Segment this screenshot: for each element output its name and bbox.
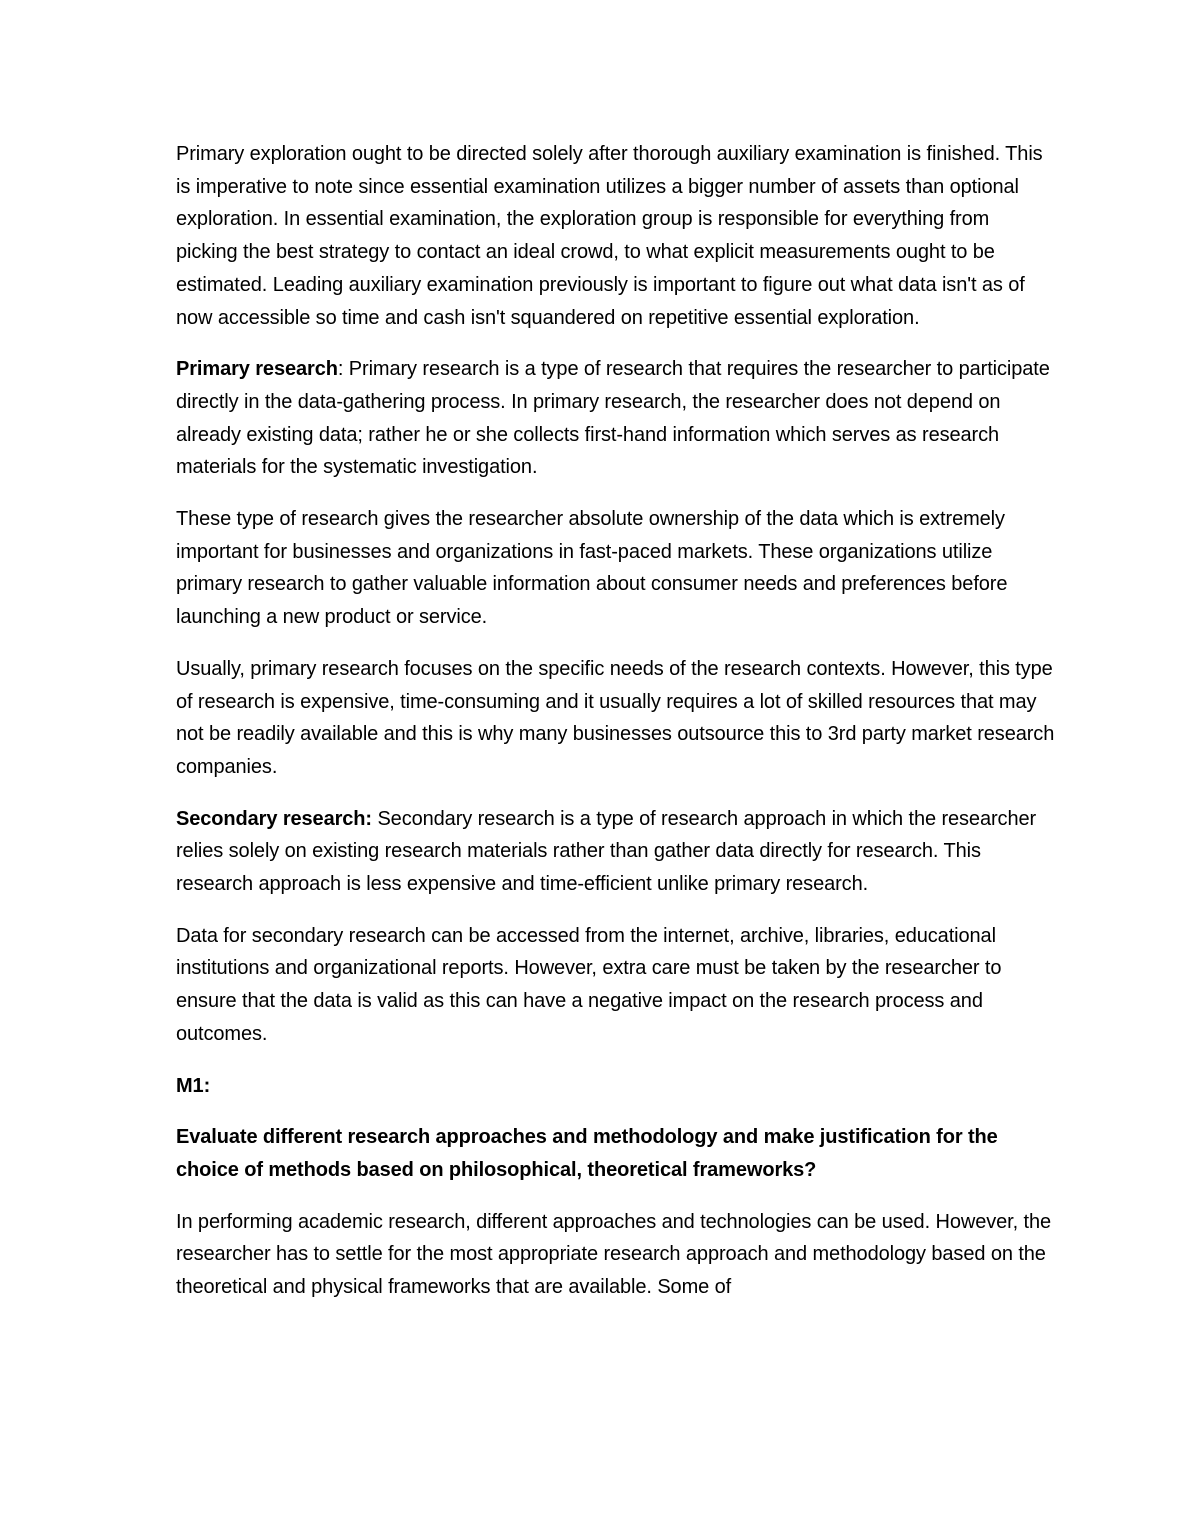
paragraph-text: : Primary research is a type of research that requires the researcher to participate directly in the data-gathering process. In primary research, the researcher does not depend on already existing data; rather he or she collects first-hand information which serves as research materials for the systematic investigation.: [176, 358, 1050, 479]
paragraph-primary-exploration: [176, 138, 1056, 334]
paragraph-academic-research: [176, 1206, 1056, 1304]
m1-question: Evaluate different research approaches and methodology and make justification for the choice of methods based on philosophical, theoretical frameworks?: [176, 1126, 998, 1181]
paragraph-text: Primary exploration ought to be directed solely after thorough auxiliary examination is finished. This is imperative to note since essential examination utilizes a bigger number of assets than optional exploration. In essential examination, the exploration group is responsible for everything from picking the best strategy to contact an ideal crowd, to what explicit measurements ought to be estimated. Leading auxiliary examination previously is important to figure out what data isn't as of now accessible so time and cash isn't squandered on repetitive essential exploration.: [176, 143, 1043, 329]
paragraph-secondary-research: [176, 803, 1056, 901]
m1-label: M1:: [176, 1074, 211, 1097]
paragraph-text: In performing academic research, different approaches and technologies can be used. However, the researcher has to settle for the most appropriate research approach and methodology based on the theoretical and physical frameworks that are available. Some of: [176, 1210, 1052, 1299]
paragraph-text: Data for secondary research can be accessed from the internet, archive, libraries, educational institutions and organizational reports. However, extra care must be taken by the researcher to ensure that the data is valid as this can have a negative impact on the research process and outcomes.: [176, 924, 1002, 1045]
paragraph-text: Usually, primary research focuses on the specific needs of the research contexts. However, this type of research is expensive, time-consuming and it usually requires a lot of skilled resources that may not be readily available and this is why many businesses outsource this to 3rd party market research companies.: [176, 657, 1055, 778]
paragraph-text: Secondary research is a type of research approach in which the researcher relies solely on existing research materials rather than gather data directly for research. This research approach is less expensive and time-efficient unlike primary research.: [176, 807, 1037, 896]
secondary-research-term: Secondary research:: [176, 807, 372, 830]
paragraph-primary-research: [176, 353, 1056, 484]
paragraph-secondary-data-sources: [176, 920, 1056, 1051]
paragraph-primary-focus: [176, 653, 1056, 784]
paragraph-ownership: [176, 503, 1056, 634]
primary-research-term: Primary research: [176, 358, 338, 381]
paragraph-text: These type of research gives the researcher absolute ownership of the data which is extremely important for businesses and organizations in fast-paced markets. These organizations utilize primary research to gather valuable information about consumer needs and preferences before launching a new product or service.: [176, 508, 1008, 629]
document-page: [176, 138, 1056, 1323]
